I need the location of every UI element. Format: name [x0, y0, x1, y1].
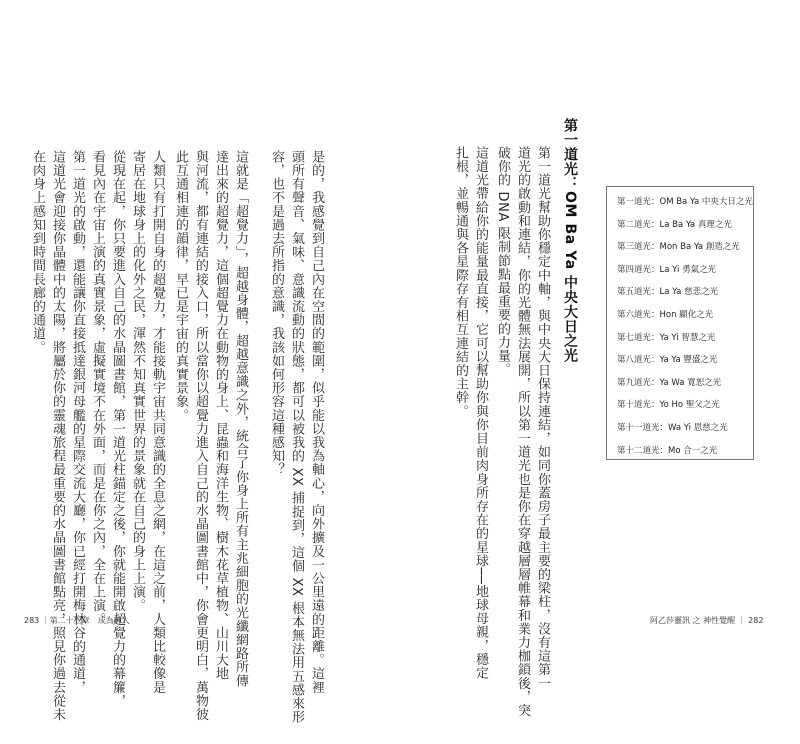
list-item: 第三道光：Mon Ba Ya 創造之光	[617, 242, 740, 253]
list-item: 第十二道光：Mo 合一之光	[617, 445, 718, 456]
text-column: 人類只有打開自身的超覺力，才能接軌宇宙共同意識的全息之網，在這之前，人類比較像是	[150, 150, 165, 694]
text-column: 從現在起，你只要進入自己的水晶圖書館，第一道光柱錨定之後，你就能開啟超覺力的幕簾，	[110, 150, 125, 708]
right-page-footer: 阿乙莎靈訊 之 神性覺醒 ｜ 282	[650, 616, 764, 625]
text-column: 扎根，並暢通與各星際存有相互連結的主幹。	[453, 146, 468, 418]
text-column: 道光的啟動和連結，你的光體無法展開，所以第一道光也是你在穿越層層帷幕和業力枷鎖後，突	[515, 146, 530, 718]
list-item: 第一道光：OM Ba Ya 中央大日之光	[617, 197, 753, 207]
text-column: 破你的 DNA 限制節點最重要的力量。	[495, 146, 510, 377]
text-column: 第一道光幫助你穩定中軸，與中央大日保持連結，如同你蓋房子最主要的梁柱，沒有這第一	[535, 146, 550, 690]
list-item: 第十一道光：Wa Yi 恩慈之光	[617, 422, 728, 433]
list-item: 第二道光：La Ba Ya 真理之光	[617, 219, 732, 230]
text-column: 容，也不是過去所指的意識，我該如何形容這種感知？	[269, 150, 284, 477]
list-item: 第六道光：Hon 顯化之光	[617, 309, 714, 320]
text-column: 這道光帶給你的能量最直接，它可以幫助你與你目前肉身所存在的星球──地球母親，穩定	[473, 146, 488, 680]
text-column: 在肉身上感知到時間長廊的通道。	[30, 150, 45, 354]
list-item: 第五道光：La Ya 慈悲之光	[617, 287, 719, 298]
text-column: 這道光會迎接你晶體中的太陽，將屬於你的靈魂旅程最重要的水晶圖書館點亮，照見你過去從未	[50, 150, 65, 722]
list-item: 第八道光：Ya Ya 豐盛之光	[617, 355, 718, 366]
list-item: 第四道光：La Yi 勇氣之光	[617, 264, 717, 275]
list-item: 第十道光：Yo Ho 聖父之光	[617, 400, 720, 411]
section-heading: 第一道光：OM Ba Ya 中央大日之光	[562, 118, 578, 363]
text-column: 此互通相連的韻律，早已是宇宙的真實景象。	[173, 150, 188, 422]
text-column: 達出來的超覺力，這個超覺力在動物的身上、昆蟲和海洋生物、樹木花草植物、山川大地	[213, 150, 228, 681]
text-column: 與河流，都有連結的接入口，所以當你以超覺力進入自己的水晶圖書館中，你會更明白，萬物彼	[193, 150, 208, 722]
twelve-lights-list	[606, 186, 754, 460]
left-page-footer: 283 ｜第二十三章 成為神人	[24, 616, 130, 625]
list-item: 第九道光：Ya Wa 寬恕之光	[617, 377, 722, 388]
text-column: 看見內在宇宙上演的真實景象，虛擬實境不在外面，而是在你之內，全在上演。	[90, 150, 105, 626]
text-column: 寄居在地球身上的化外之民，渾然不知真實世界的景象就在自己的身上上演。	[130, 150, 145, 613]
text-column: 這就是「超覺力」，超越身體，超越意識之外，統合了你身上所有主兆細胞的光纖網路所傳	[233, 150, 248, 688]
text-column: 是的，我感覺到自己內在空間的範圍，似乎能以我為軸心，向外擴及一公里遠的距離。這裡	[309, 150, 324, 694]
list-item: 第七道光：Ya Yi 智慧之光	[617, 332, 716, 343]
text-column: 頭所有聲音、氣味、意識流動的狀態，都可以被我的 XX 捕捉到，這個 XX 根本無法用五感來形	[289, 150, 304, 724]
text-column: 第一道光的啟動，還能讓你直接抵達銀河母艦的星際交流大廳，你已經打開梅林谷的通道，	[70, 150, 85, 694]
